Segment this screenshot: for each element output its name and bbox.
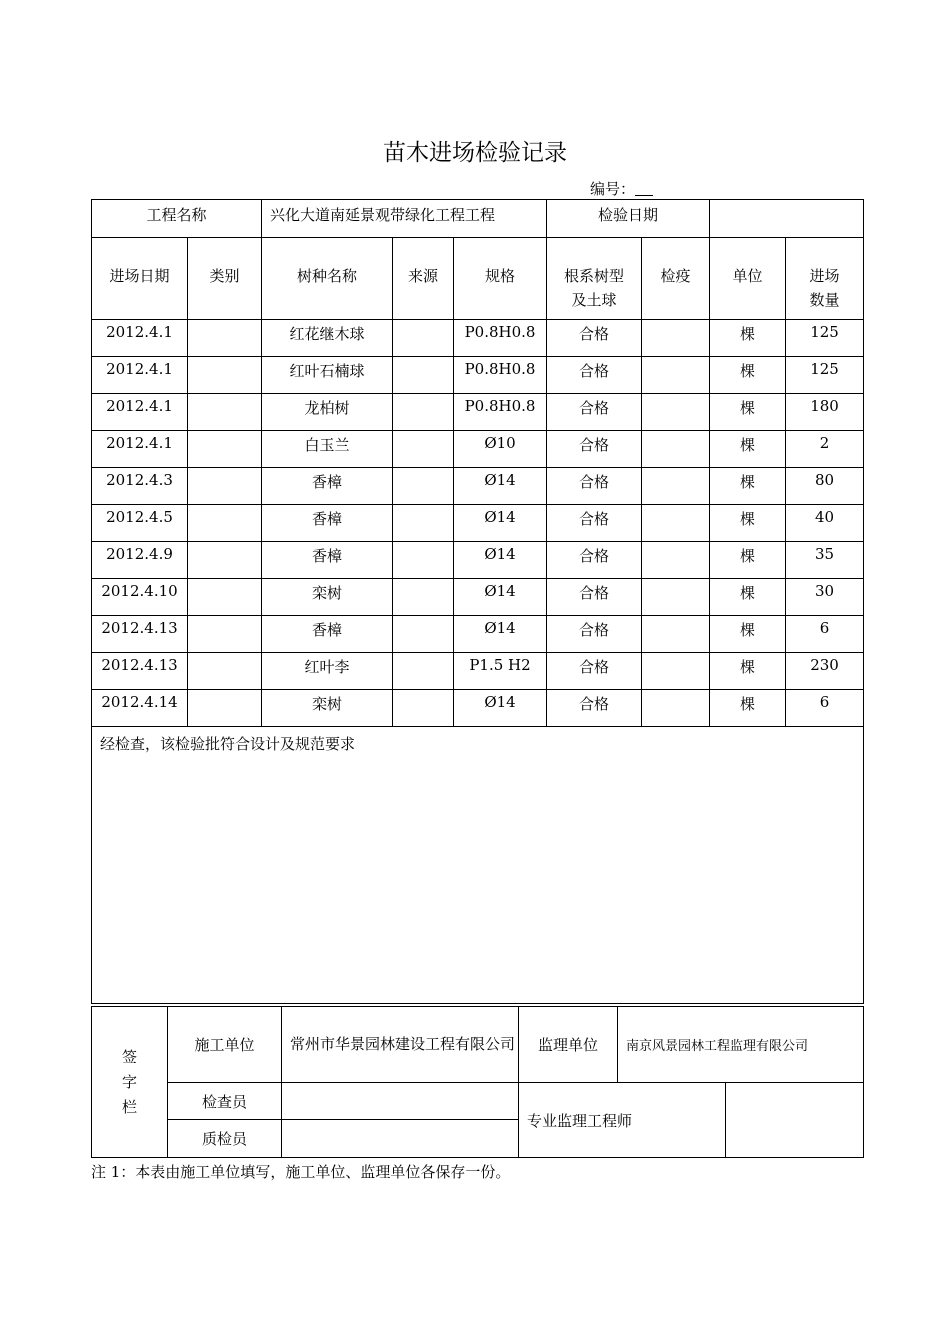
- supervision-value[interactable]: 南京风景园林工程监理有限公司: [618, 1007, 864, 1083]
- cell-unit[interactable]: 棵: [710, 690, 786, 727]
- table-row: [92, 431, 864, 468]
- cell-source[interactable]: [393, 431, 454, 468]
- inspection-table: [91, 199, 864, 1004]
- sig-char-1: 签: [121, 1047, 137, 1066]
- cell-spec[interactable]: P0.8H0.8: [454, 320, 547, 357]
- cell-date[interactable]: 2012.4.13: [92, 653, 188, 690]
- cell-source[interactable]: [393, 579, 454, 616]
- date-label: 检验日期: [547, 200, 710, 238]
- cell-date[interactable]: 2012.4.1: [92, 431, 188, 468]
- table-row: [92, 616, 864, 653]
- cell-source[interactable]: [393, 616, 454, 653]
- cell-quarantine[interactable]: [642, 357, 710, 394]
- page-title: 苗木进场检验记录: [383, 140, 567, 166]
- cell-source[interactable]: [393, 320, 454, 357]
- cell-category[interactable]: [188, 505, 262, 542]
- cell-species[interactable]: 红花继木球: [262, 320, 393, 357]
- cell-spec[interactable]: Ø10: [454, 431, 547, 468]
- footnote: 注 1：本表由施工单位填写，施工单位、监理单位各保存一份。: [91, 1163, 511, 1181]
- cell-source[interactable]: [393, 468, 454, 505]
- table-row: [92, 468, 864, 505]
- sig-char-2: 字: [121, 1072, 137, 1091]
- project-row: [92, 200, 864, 238]
- cell-category[interactable]: [188, 357, 262, 394]
- cell-qty[interactable]: 80: [786, 468, 864, 505]
- col-unit: 单位: [710, 238, 786, 320]
- col-source: 来源: [393, 238, 454, 320]
- cell-unit[interactable]: 棵: [710, 579, 786, 616]
- table-row: [92, 542, 864, 579]
- cell-quarantine[interactable]: [642, 431, 710, 468]
- inspector-value[interactable]: [282, 1083, 519, 1120]
- cell-date[interactable]: 2012.4.1: [92, 394, 188, 431]
- cell-spec[interactable]: Ø14: [454, 616, 547, 653]
- cell-spec[interactable]: P1.5 H2: [454, 653, 547, 690]
- cell-spec[interactable]: P0.8H0.8: [454, 357, 547, 394]
- cell-category[interactable]: [188, 616, 262, 653]
- cell-source[interactable]: [393, 357, 454, 394]
- cell-date[interactable]: 2012.4.3: [92, 468, 188, 505]
- cell-species[interactable]: 龙柏树: [262, 394, 393, 431]
- col-category: 类别: [188, 238, 262, 320]
- col-spec: 规格: [454, 238, 547, 320]
- cell-root[interactable]: 合格: [547, 579, 642, 616]
- cell-quarantine[interactable]: [642, 542, 710, 579]
- table-row: [92, 394, 864, 431]
- table-row: [92, 505, 864, 542]
- cell-species[interactable]: 白玉兰: [262, 431, 393, 468]
- cell-unit[interactable]: 棵: [710, 320, 786, 357]
- cell-category[interactable]: [188, 579, 262, 616]
- cell-category[interactable]: [188, 320, 262, 357]
- cell-date[interactable]: 2012.4.13: [92, 616, 188, 653]
- cell-species[interactable]: 香樟: [262, 542, 393, 579]
- cell-quarantine[interactable]: [642, 394, 710, 431]
- cell-date[interactable]: 2012.4.1: [92, 320, 188, 357]
- qc-label: 质检员: [168, 1120, 282, 1158]
- cell-root[interactable]: 合格: [547, 690, 642, 727]
- cell-root[interactable]: 合格: [547, 320, 642, 357]
- cell-spec[interactable]: Ø14: [454, 542, 547, 579]
- cell-category[interactable]: [188, 394, 262, 431]
- cell-root[interactable]: 合格: [547, 394, 642, 431]
- cell-qty[interactable]: 6: [786, 616, 864, 653]
- cell-quarantine[interactable]: [642, 468, 710, 505]
- cell-qty[interactable]: 2: [786, 431, 864, 468]
- col-species: 树种名称: [262, 238, 393, 320]
- cell-species[interactable]: 香樟: [262, 616, 393, 653]
- col-qty: [786, 238, 864, 320]
- cell-source[interactable]: [393, 653, 454, 690]
- cell-date[interactable]: 2012.4.10: [92, 579, 188, 616]
- cell-date[interactable]: 2012.4.9: [92, 542, 188, 579]
- cell-qty[interactable]: 40: [786, 505, 864, 542]
- date-value[interactable]: [710, 200, 864, 238]
- col-root-line2: 及土球: [571, 291, 617, 309]
- cell-unit[interactable]: 棵: [710, 357, 786, 394]
- header-row: [92, 238, 864, 320]
- col-qty-line2: 数量: [809, 291, 840, 309]
- cell-qty[interactable]: 35: [786, 542, 864, 579]
- signature-table: [91, 1006, 864, 1158]
- construction-row: [92, 1007, 864, 1083]
- cell-species[interactable]: 栾树: [262, 690, 393, 727]
- col-quarantine: 检疫: [642, 238, 710, 320]
- col-root-line1: 根系树型: [564, 267, 625, 285]
- cell-qty[interactable]: 6: [786, 690, 864, 727]
- engineer-value[interactable]: [726, 1083, 864, 1158]
- cell-qty[interactable]: 30: [786, 579, 864, 616]
- cell-unit[interactable]: 棵: [710, 394, 786, 431]
- cell-quarantine[interactable]: [642, 690, 710, 727]
- cell-unit[interactable]: 棵: [710, 616, 786, 653]
- cell-species[interactable]: 红叶石楠球: [262, 357, 393, 394]
- cell-qty[interactable]: 230: [786, 653, 864, 690]
- cell-source[interactable]: [393, 690, 454, 727]
- cell-qty[interactable]: 180: [786, 394, 864, 431]
- cell-spec[interactable]: Ø14: [454, 468, 547, 505]
- conclusion-text[interactable]: 经检查，该检验批符合设计及规范要求: [92, 727, 864, 1004]
- cell-date[interactable]: 2012.4.14: [92, 690, 188, 727]
- cell-category[interactable]: [188, 431, 262, 468]
- cell-species[interactable]: 栾树: [262, 579, 393, 616]
- project-label: 工程名称: [92, 200, 262, 238]
- cell-quarantine[interactable]: [642, 505, 710, 542]
- serial-number: [590, 178, 653, 199]
- cell-root[interactable]: 合格: [547, 653, 642, 690]
- cell-quarantine[interactable]: [642, 579, 710, 616]
- qc-value[interactable]: [282, 1120, 519, 1158]
- rows-body: [92, 320, 864, 727]
- col-date: 进场日期: [92, 238, 188, 320]
- cell-category[interactable]: [188, 542, 262, 579]
- conclusion-row: [92, 727, 864, 1004]
- inspector-row: [92, 1083, 864, 1120]
- cell-spec[interactable]: Ø14: [454, 690, 547, 727]
- col-qty-line1: 进场: [809, 267, 840, 285]
- construction-value[interactable]: 常州市华景园林建设工程有限公司: [282, 1007, 519, 1083]
- supervision-label: 监理单位: [519, 1007, 618, 1083]
- project-value[interactable]: 兴化大道南延景观带绿化工程工程: [262, 200, 547, 238]
- table-row: [92, 579, 864, 616]
- serial-label: 编号：: [590, 180, 636, 198]
- table-row: [92, 320, 864, 357]
- cell-root[interactable]: 合格: [547, 357, 642, 394]
- cell-category[interactable]: [188, 653, 262, 690]
- cell-qty[interactable]: 125: [786, 357, 864, 394]
- cell-category[interactable]: [188, 690, 262, 727]
- cell-source[interactable]: [393, 394, 454, 431]
- table-row: [92, 690, 864, 727]
- cell-root[interactable]: 合格: [547, 431, 642, 468]
- cell-spec[interactable]: P0.8H0.8: [454, 394, 547, 431]
- cell-category[interactable]: [188, 468, 262, 505]
- cell-qty[interactable]: 125: [786, 320, 864, 357]
- cell-quarantine[interactable]: [642, 616, 710, 653]
- serial-blank[interactable]: [635, 181, 653, 196]
- cell-species[interactable]: 红叶李: [262, 653, 393, 690]
- cell-root[interactable]: 合格: [547, 505, 642, 542]
- inspector-label: 检查员: [168, 1083, 282, 1120]
- cell-date[interactable]: 2012.4.5: [92, 505, 188, 542]
- cell-species[interactable]: 香樟: [262, 505, 393, 542]
- cell-unit[interactable]: 棵: [710, 468, 786, 505]
- cell-unit[interactable]: 棵: [710, 505, 786, 542]
- cell-root[interactable]: 合格: [547, 616, 642, 653]
- cell-unit[interactable]: 棵: [710, 431, 786, 468]
- engineer-label: 专业监理工程师: [519, 1083, 726, 1158]
- cell-unit[interactable]: 棵: [710, 653, 786, 690]
- cell-spec[interactable]: Ø14: [454, 505, 547, 542]
- cell-spec[interactable]: Ø14: [454, 579, 547, 616]
- table-row: [92, 357, 864, 394]
- cell-quarantine[interactable]: [642, 653, 710, 690]
- signature-section-label: [92, 1007, 168, 1158]
- construction-label: 施工单位: [168, 1007, 282, 1083]
- sig-char-3: 栏: [121, 1097, 137, 1116]
- cell-unit[interactable]: 棵: [710, 542, 786, 579]
- cell-date[interactable]: 2012.4.1: [92, 357, 188, 394]
- col-root: [547, 238, 642, 320]
- cell-root[interactable]: 合格: [547, 542, 642, 579]
- cell-source[interactable]: [393, 505, 454, 542]
- cell-species[interactable]: 香樟: [262, 468, 393, 505]
- cell-root[interactable]: 合格: [547, 468, 642, 505]
- cell-source[interactable]: [393, 542, 454, 579]
- cell-quarantine[interactable]: [642, 320, 710, 357]
- table-row: [92, 653, 864, 690]
